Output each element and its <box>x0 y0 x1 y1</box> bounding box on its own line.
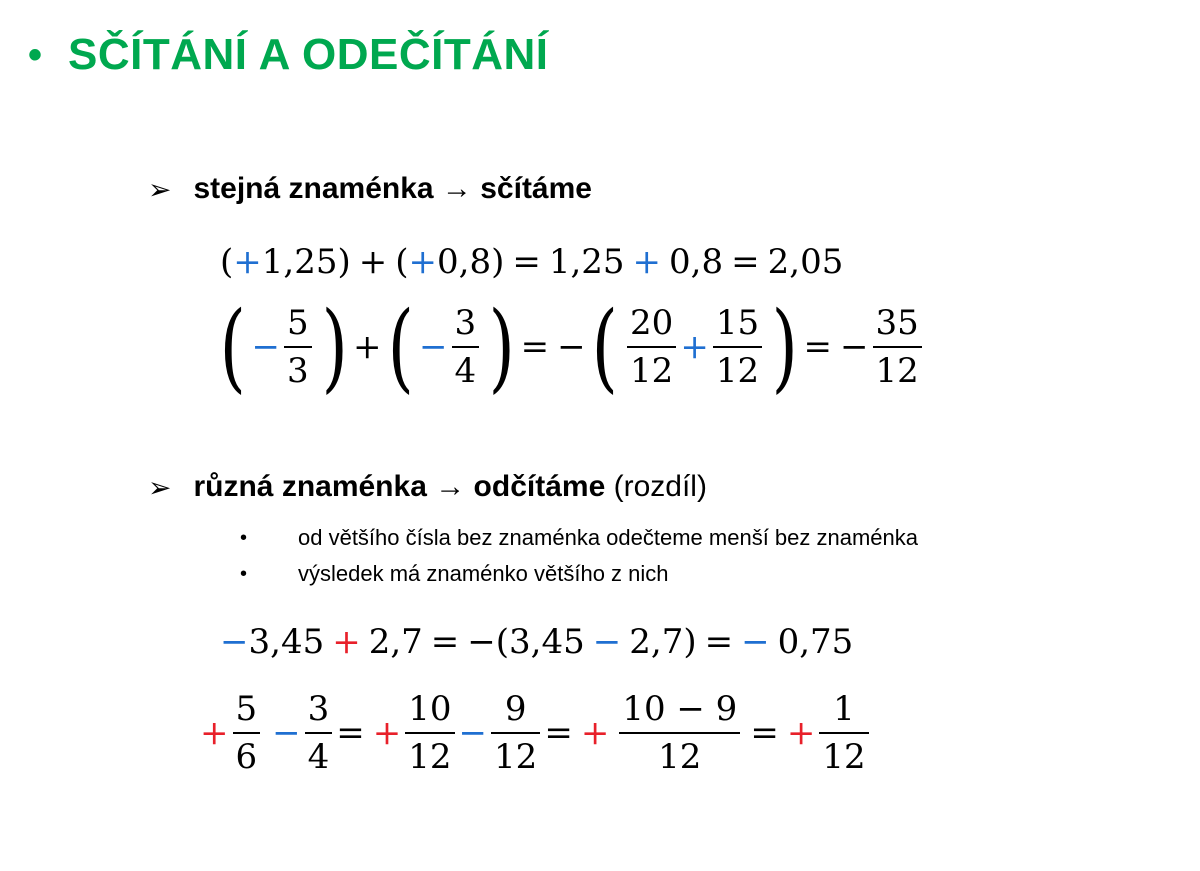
fraction: $\frac{3}{4}$ <box>305 692 333 774</box>
different-signs-label: různá znaménka → odčítáme <box>193 470 606 503</box>
bullet-dot: • <box>240 526 248 549</box>
same-signs-label: stejná znaménka → sčítáme <box>193 172 592 205</box>
arrow-bullet-icon: ➢ <box>148 173 172 205</box>
title-bullet: • <box>28 32 43 77</box>
fraction: $\frac{10}{12}$ <box>405 692 454 774</box>
fraction: $\frac{20}{12}$ <box>627 306 676 388</box>
fraction: $\frac{35}{12}$ <box>873 306 922 388</box>
list-item: • výsledek má znaménko většího z nich <box>240 561 669 586</box>
bullet-dot: • <box>240 562 248 585</box>
slide-title: SČÍTÁNÍ A ODEČÍTÁNÍ <box>68 30 549 79</box>
fraction: $\frac{10 - 9}{12}$ <box>619 692 740 774</box>
arrow-bullet-icon: ➢ <box>148 471 172 503</box>
equation-decimal-add: ( + 1,25 ) + ( + 0,8 ) = 1,25 + 0,8 = 2,05 <box>220 242 844 282</box>
fraction: $\frac{3}{4}$ <box>452 306 480 388</box>
section-same-signs-heading <box>148 172 592 206</box>
fraction: $\frac{5}{6}$ <box>233 692 261 774</box>
equation-fraction-add: ( − $\frac{5}{3}$ ) + ( − $\frac{3}{4}$ ) = − ( $\frac{20}{12}$ + $\frac{15}{12}$ ) = − $\frac{35}{12}$ <box>214 304 926 390</box>
fraction: $\frac{5}{3}$ <box>284 306 312 388</box>
slide-title-row <box>28 30 548 80</box>
equation-decimal-subtract: − 3,45 + 2,7 = − ( 3,45 − 2,7 ) = − 0,75 <box>220 622 854 662</box>
rule-list <box>240 520 918 592</box>
fraction: $\frac{1}{12}$ <box>819 692 868 774</box>
section-different-signs-heading <box>148 470 707 504</box>
fraction: $\frac{9}{12}$ <box>491 692 540 774</box>
difference-note: (rozdíl) <box>605 470 707 503</box>
equation-fraction-subtract: + $\frac{5}{6}$ − $\frac{3}{4}$ = + $\frac{10}{12}$ − $\frac{9}{12}$ = + $\frac{10 - 9}{12}$ = + $\frac{1}{12}$ <box>200 692 873 774</box>
list-item: • od většího čísla bez znaménka odečteme menší bez znaménka <box>240 525 919 550</box>
fraction: $\frac{15}{12}$ <box>713 306 762 388</box>
